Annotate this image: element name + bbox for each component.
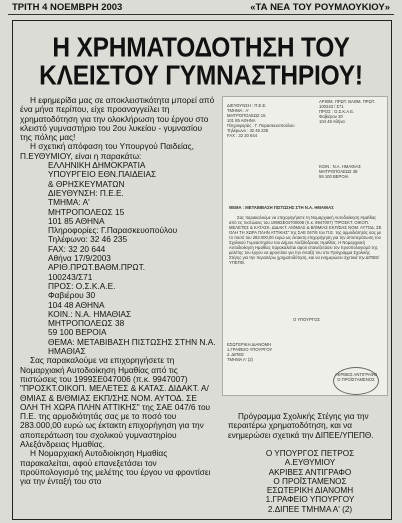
photo-line: ΠΡΟΣ : Ο.Σ.Κ.Α.Ε. [319,109,355,114]
letter-line: FAX: 32 20 644 [48,243,106,254]
photo-line: 59 100 ΒΕΡΟΙΑ [319,174,349,179]
photo-line: ΑΚΡΙΒΕΣ ΑΝΤΙΓΡΑΦΟ [334,372,378,377]
photo-line: Τηλέφωνο : 32 46 235 [227,128,269,133]
photo-line: ΚΟΙΝ : Ν.Α. ΗΜΑΘΙΑΣ [319,164,361,169]
letter-line: ΔΙΕΥΘΥΝΣΗ: Π.Ε.Ε. [48,187,124,198]
signature-line: 2.ΔΙΠΕΕ ΤΜΗΜΑ Α' (2) [267,504,353,514]
letter-line: ΤΜΗΜΑ: Α' [48,197,90,208]
photo-line: ΤΜΗΜΑ : Α' [227,108,249,113]
page-header [0,0,402,14]
letter-line: ΚΟΙΝ.: Ν.Α. ΗΜΑΘΙΑΣ [48,308,132,319]
intro-paragraph-2: Η σχετική απόφαση του Υπουργού Παιδείας, Π.ΕΥΘΥΜΙΟΥ, είναι η παρακάτω: [20,141,194,161]
letter-line: ΜΗΤΡΟΠΟΛΕΩΣ 38 [48,318,125,329]
photo-line: ΔΙΕΥΘΥΝΣΗ : Π.Ε.Ε. [227,103,267,108]
article-headline [16,34,386,90]
newspaper-name: «ΤΑ ΝΕΑ ΤΟΥ ΡΟΥΜΛΟΥΚΙΟΥ» [250,2,390,13]
photo-line: 104 48 Αθήνα [319,119,345,124]
photo-line: 2. ΔΙΠΕΕ [227,352,244,357]
signature-line: ΑΚΡΙΒΕΣ ΑΝΤΙΓΡΑΦΟ [268,467,352,477]
photo-stamp-text [329,372,383,382]
photo-line: ΜΗΤΡΟΠΟΛΕΩΣ 15 [227,113,266,118]
letter-line: Αθήνα 17/9/2003 [48,253,111,264]
photo-left-block [227,103,297,138]
letter-line: 59 100 ΒΕΡΟΙΑ [48,327,107,338]
signature-line: 1.ΓΡΑΦΕΙΟ ΥΠΟΥΡΓΟΥ [265,495,355,505]
photo-line: 101 85 ΑΘΗΝΑ [227,118,256,123]
photo-right-block [319,99,385,179]
photo-sign: Ο ΥΠΟΥΡΓΟΣ [293,317,321,322]
document-photo [222,96,388,396]
headline-line-2: ΚΛΕΙΣΤΟΥ ΓΥΜΝΑΣΤΗΡΙΟΥ! [39,60,363,92]
letter-line: ΠΡΟΣ: Ο.Σ.Κ.Α.Ε. [48,280,116,291]
photo-body: Σας παρακαλούμε να επιχορηγήσετε τη Νομαρχιακή Αυτοδιοίκηση Ημαθίας από τις πιστώσεις του 1999ΣΕ04700006 (π.κ. 9947007) "ΠΡΟΣΚΤ. ΟΙΚΟΠ. ΜΕΛΕΤΕΣ & ΚΑΤΑΣΚ. ΔΙΔΑΚΤ. Α/ΘΜΙΑΣ & Β/ΘΜΙΑΣ ΕΚΠ/ΣΗΣ ΝΟΜ. ΑΥΤΟΔ. ΣΕ ΟΛΗ ΤΗ ΧΩΡΑ ΠΛΗΝ ΑΤΤΙΚΗΣ" της ΣΑΕ 047/6 του Π.Ε. της αρμοδιότητάς σας με το ποσό του 283.000,00 ευρώ ως έκτακτη επιχορήγηση για την αποπεράτωση του Σχολικού Γυμναστηρίου του Δήμου Αλεξάνδρειας Ημαθίας. Η Νομαρχιακή Αυτοδιοίκηση Ημαθίας παρακαλείται αφού επανεξετάσει τον προϋπολογισμό της μελέτης του έργου να φροντίσει για την ένταξή του στο Πρόγραμμα Σχολικής Στέγης για την περαιτέρω χρηματοδότηση, και να ενημερώσει σχετικά την ΔΙΠΕΕ/ΥΠΕΠΘ. [229,215,382,265]
letter-line: ΑΡΙΘ.ΠΡΩΤ.ΒΑΘΜ.ΠΡΩΤ. [48,262,146,273]
letter-line: Τηλέφωνο: 32 46 235 [48,234,128,245]
photo-line: ΕΣΩΤΕΡΙΚΗ ΔΙΑΝΟΜΗ [227,342,272,347]
photo-distribution [227,342,307,362]
letter-line: ΕΛΛΗΝΙΚΗ ΔΗΜΟΚΡΑΤΙΑ [48,160,146,171]
right-column-text [228,412,388,440]
photo-line: ΤΜΗΜΑ Α' (2) [227,357,253,362]
photo-line: ΜΗΤΡΟΠΟΛΕΩΣ 38 [319,169,358,174]
article-body [20,96,216,486]
signature-line: ΕΣΩΤΕΡΙΚΗ ΔΙΑΝΟΜΗ [266,486,354,496]
issue-date: ΤΡΙΤΗ 4 ΝΟΕΜΒΡΗ 2003 [12,2,123,13]
letter-line: Φαβιέρου 30 [48,290,96,301]
letter-line: ΜΗΤΡΟΠΟΛΕΩΣ 15 [48,206,125,217]
headline-line-1: Η ΧΡΗΜΑΤΟΔΟΤΗΣΗ ΤΟΥ [52,32,350,64]
letter-line: Πληροφορίες: Γ.Παρασκευοπούλου [48,225,178,236]
letter-line: 104 48 ΑΘΗΝΑ [48,299,105,310]
photo-line: Πληροφορίες : Γ. Παρασκευοπούλου [227,123,295,128]
body-paragraph-1: Σας παρακαλούμε να επιχορηγήσετε τη Νομαρχιακή Αυτοδιοίκηση Ημαθίας από τις πιστώσεις του 1999ΣΕ047006 (π.κ. 9947007) "ΠΡΟΣΚΤ.ΟΙΚΟΠ. ΜΕΛΕΤΕΣ & ΚΑΤΑΣ. ΔΙΔΑΚΤ. Α/ΘΜΙΑΣ & Β/ΘΜΙΑΣ ΕΚΠ/ΣΗΣ ΝΟΜ. ΑΥΤΟΔ. ΣΕ ΟΛΗ ΤΗ ΧΩΡΑ ΠΛΗΝ ΑΤΤΙΚΗΣ" της ΣΑΕ 047/6 του Π.Ε. της αρμοδιότητάς σας με το ποσό του 283.000,00 ευρώ ως έκτακτη επιχορήγηση για την αποπεράτωση του σχολικού γυμναστηρίου Αλεξάνδρειας Ημαθίας. [20,355,211,449]
letter-subject: ΘΕΜΑ: ΜΕΤΑΒΙΒΑΣΗ ΠΙΣΤΩΣΗΣ ΣΤΗΝ Ν.Α. ΗΜΑΘΙΑΣ [48,336,216,357]
photo-subject: ΘΕΜΑ : ΜΕΤΑΒΙΒΑΣΗ ΠΙΣΤΩΣΗΣ ΣΤΗ Ν.Α. ΗΜΑΘΙΑΣ [229,205,334,210]
photo-line: ΑΡΙΘΜ. ΠΡΩΤ. ΒΑΘΜ. ΠΡΩΤ. [319,99,375,104]
photo-line: Ο ΠΡΟΪΣΤΑΜΕΝΟΣ [337,377,375,382]
signature-line: Ο ΠΡΟΪΣΤΑΜΕΝΟΣ [273,476,347,486]
photo-line: Φαβιέρου 30 [319,114,343,119]
header-rule [8,14,394,15]
body-paragraph-2: Η Νομαρχιακή Αυτοδιοίκηση Ημαθίας παρακαλείται, αφού επανεξετάσει τον προϋπολογισμό της μελέτης του έργου να φροντίσει για την ένταξή του στο [20,448,211,487]
intro-paragraph-1: Η εφημερίδα μας σε αποκλειστικότητα μπορεί από ένα μήνα περίπου, είχε προαναγγείλει τη χρηματοδότηση για την ολοκλήρωση του έργου στο κλειστό γυμναστήριο του 2ου λυκείου - γυμνασίου της πόλης μας! [20,95,215,143]
letter-line: 101 85 ΑΘΗΝΑ [48,215,105,226]
body-paragraph-3: Πρόγραμμα Σχολικής Στέγης για την περαιτέρω χρηματοδότηση, και να ενημερώσει σχετικά την ΔΙΠΕΕ/ΥΠΕΠΘ. [228,412,374,440]
signature-line: Ο ΥΠΟΥΡΓΟΣ ΠΕΤΡΟΣ Α.ΕΥΘΥΜΙΟΥ [265,449,355,468]
letter-line: 100243/Σ71 [48,271,93,282]
photo-line: 1.ΓΡΑΦΕΙΟ ΥΠΟΥΡΓΟΥ [227,347,273,352]
letter-line: ΥΠΟΥΡΓΕΙΟ ΕΘΝ.ΠΑΙΔΕΙΑΣ [48,169,157,180]
photo-line: FAX : 32 20 644 [227,133,258,138]
signature-block [240,449,380,514]
letter-line: & ΘΡΗΣΚΕΥΜΑΤΩΝ [48,178,125,189]
photo-line: 100243 / Σ71 [319,104,344,109]
